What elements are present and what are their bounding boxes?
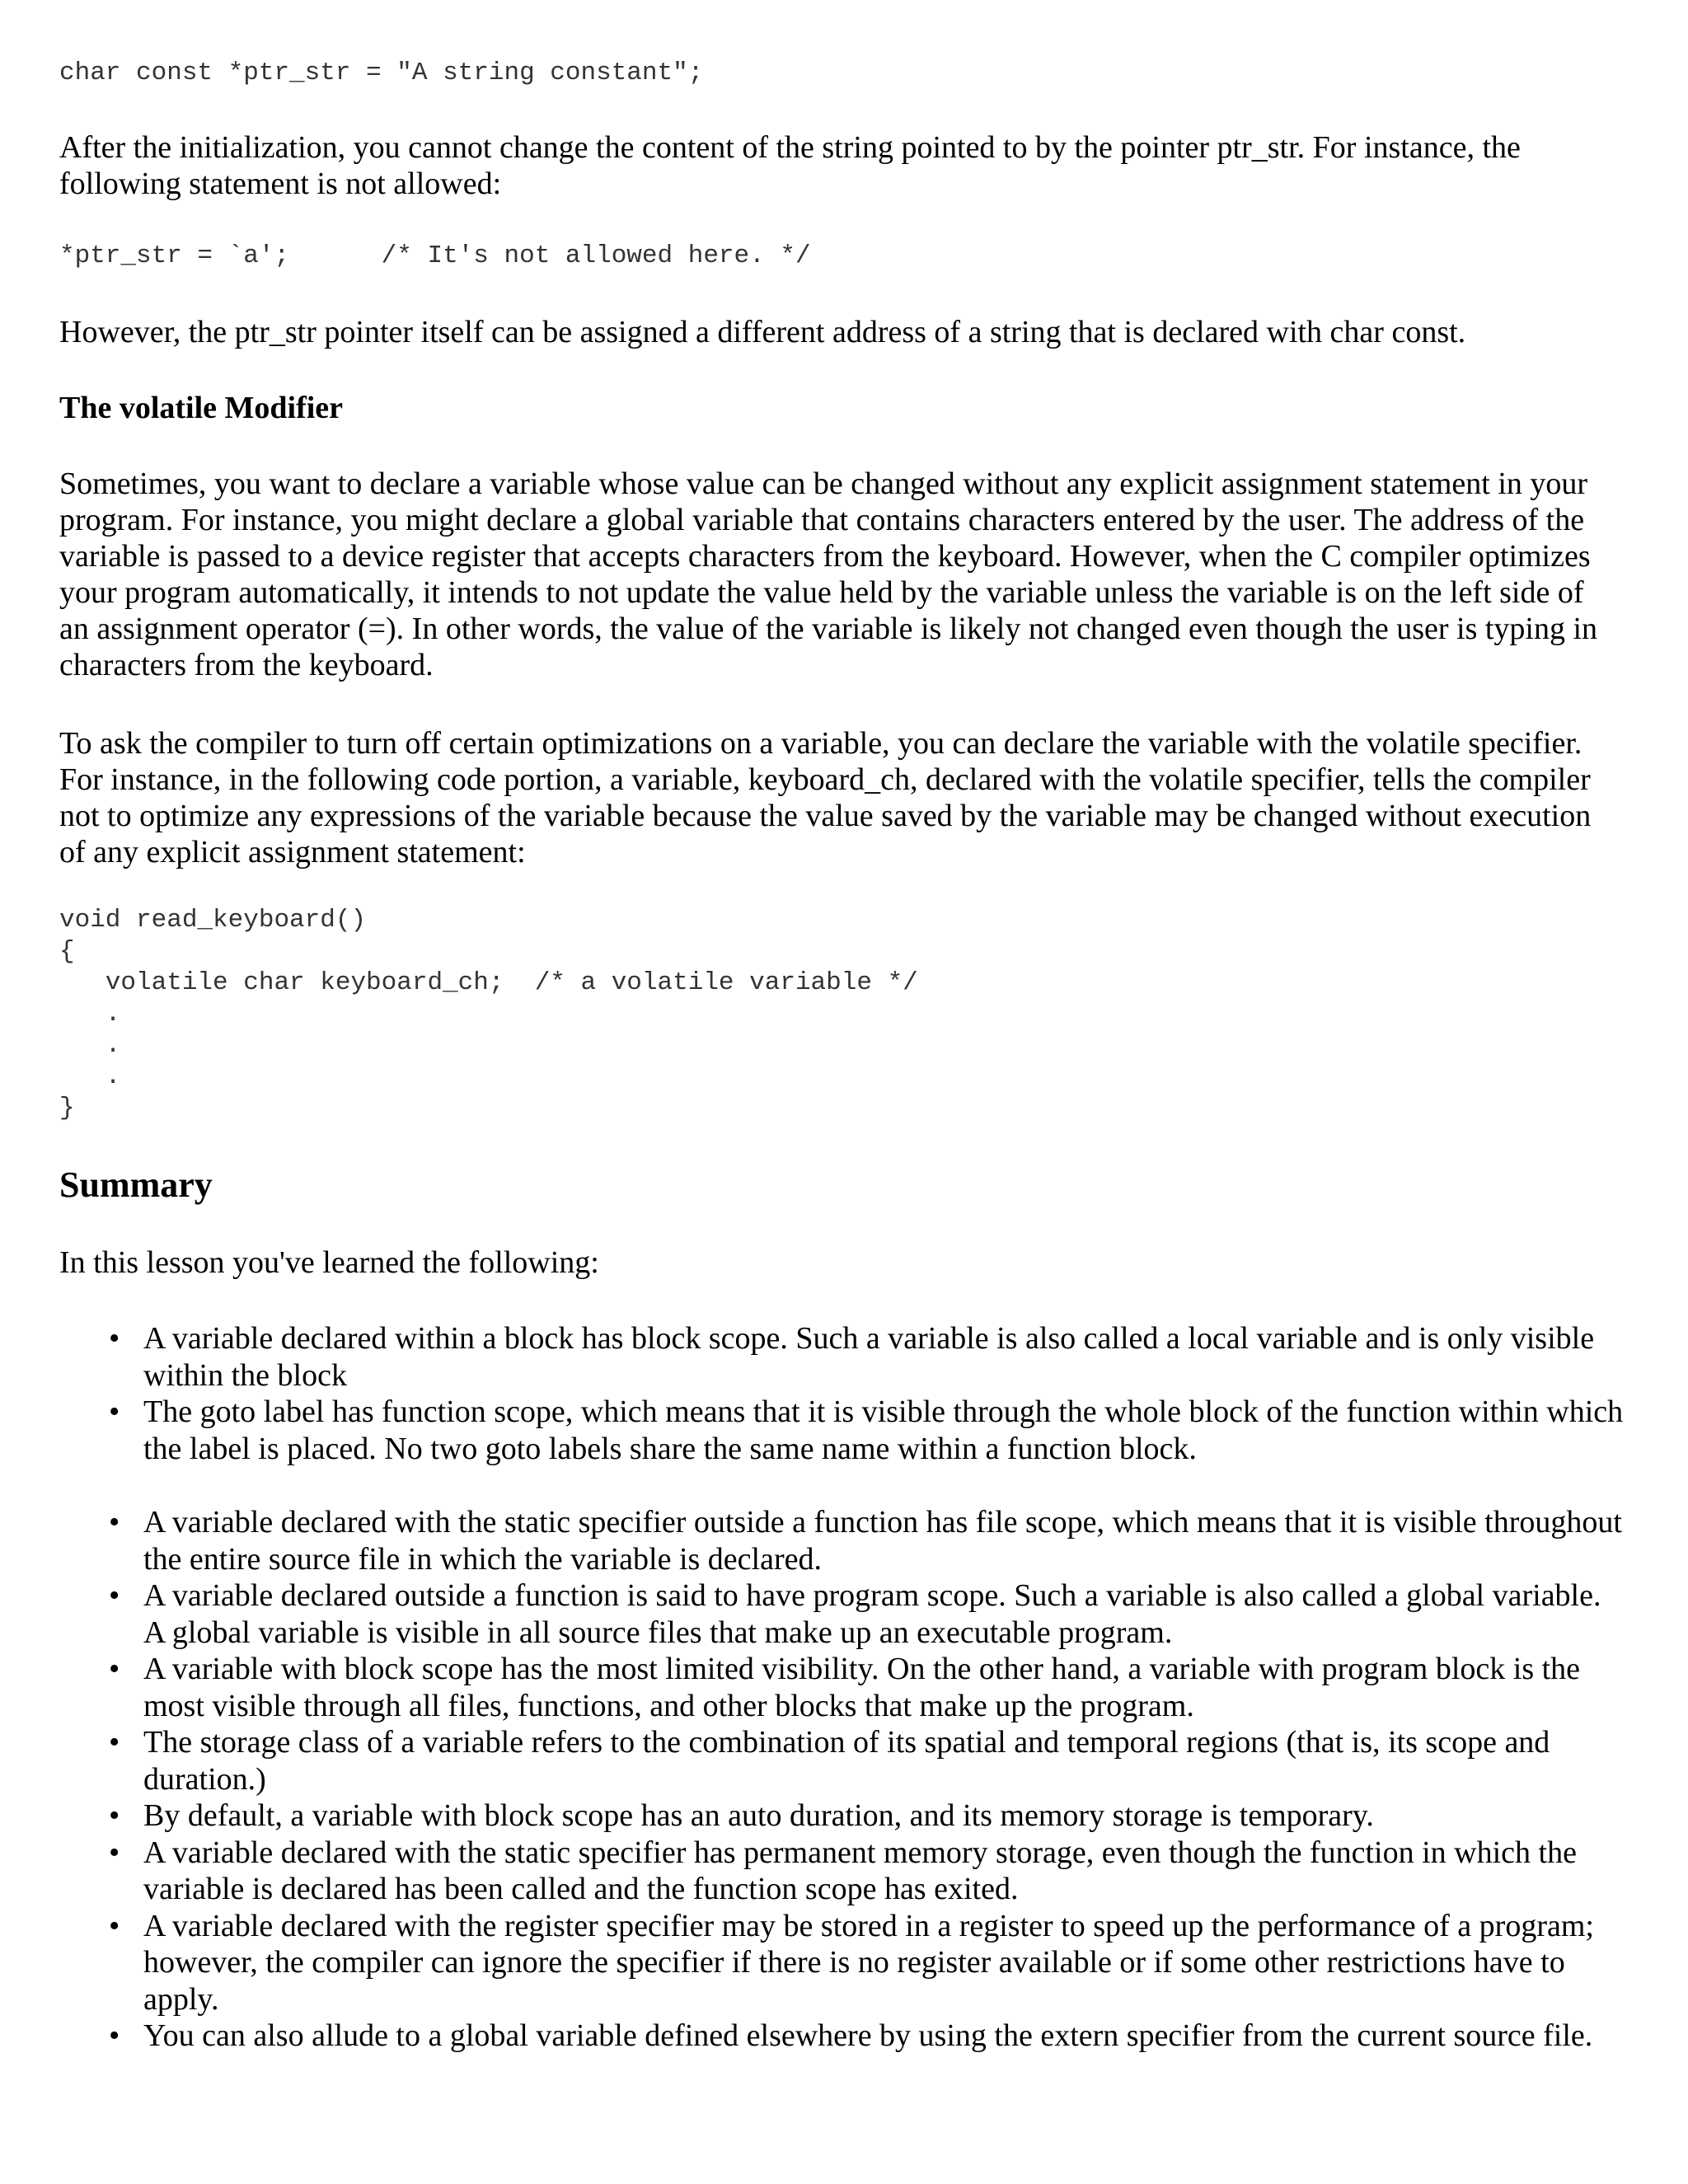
list-item: • A variable declared within a block has block scope. Such a variable is also called a local variable and is only visible within the block — [59, 1320, 1625, 1394]
summary-list-scope — [59, 1320, 1625, 1467]
paragraph-const-pointer-explanation: After the initialization, you cannot change the content of the string pointed to by the pointer ptr_str. For instance, the following statement is not allowed: — [59, 130, 1521, 201]
list-item: • A variable declared with the static specifier has permanent memory storage, even though the function in which the variable is declared has been called and the function scope has exited. — [59, 1835, 1625, 1908]
list-item: • A variable with block scope has the most limited visibility. On the other hand, a variable with program block is the most visible through all files, functions, and other blocks that make up the program. — [59, 1651, 1625, 1724]
code-block-const-pointer: char const *ptr_str = "A string constant"; — [59, 59, 704, 87]
list-item: • You can also allude to a global variable defined elsewhere by using the extern specifier from the current source file. — [59, 2018, 1625, 2055]
list-item: • A variable declared with the register specifier may be stored in a register to speed up the performance of a program; however, the compiler can ignore the specifier if there is no register available or if some other restrictions have to apply. — [59, 1908, 1625, 2018]
code-block-not-allowed: *ptr_str = `a'; /* It's not allowed here. */ — [59, 241, 811, 270]
paragraph-volatile-motivation: Sometimes, you want to declare a variable whose value can be changed without any explicit assignment statement in your program. For instance, you might declare a global variable that contains characters entered by the user. The address of the variable is passed to a device register that accepts characters from the keyboard. However, when the C compiler optimizes your program automatically, it intends to not update the value held by the variable unless the variable is on the left side of an assignment operator (=). In other words, the value of the variable is likely not changed even though the user is typing in characters from the keyboard. — [59, 466, 1598, 682]
heading-summary: Summary — [59, 1165, 213, 1205]
paragraph-pointer-reassign: However, the ptr_str pointer itself can be assigned a different address of a string that is declared with char const. — [59, 315, 1466, 349]
summary-intro: In this lesson you've learned the following: — [59, 1245, 599, 1280]
heading-volatile-modifier: The volatile Modifier — [59, 391, 344, 425]
paragraph-volatile-specifier: To ask the compiler to turn off certain optimizations on a variable, you can declare the variable with the volatile specifier. For instance, in the following code portion, a variable, keyboard_ch, declared with the volatile specifier, tells the compiler not to optimize any expressions of the variable because the value saved by the variable may be changed without execution of any explicit assignment statement: — [59, 726, 1592, 869]
code-block-read-keyboard: void read_keyboard() { volatile char keyboard_ch; /* a volatile variable */ . . . } — [59, 906, 918, 1122]
list-item: • The goto label has function scope, which means that it is visible through the whole block of the function within which the label is placed. No two goto labels share the same name within a function block. — [59, 1394, 1625, 1467]
list-item: • The storage class of a variable refers to the combination of its spatial and temporal regions (that is, its scope and duration.) — [59, 1724, 1625, 1797]
summary-list-storage — [59, 1504, 1625, 2055]
list-item: • By default, a variable with block scope has an auto duration, and its memory storage is temporary. — [59, 1797, 1625, 1835]
list-item: • A variable declared outside a function is said to have program scope. Such a variable is also called a global variable. A global variable is visible in all source files that make up an executable program. — [59, 1577, 1625, 1651]
list-item: • A variable declared with the static specifier outside a function has file scope, which means that it is visible throughout the entire source file in which the variable is declared. — [59, 1504, 1625, 1577]
